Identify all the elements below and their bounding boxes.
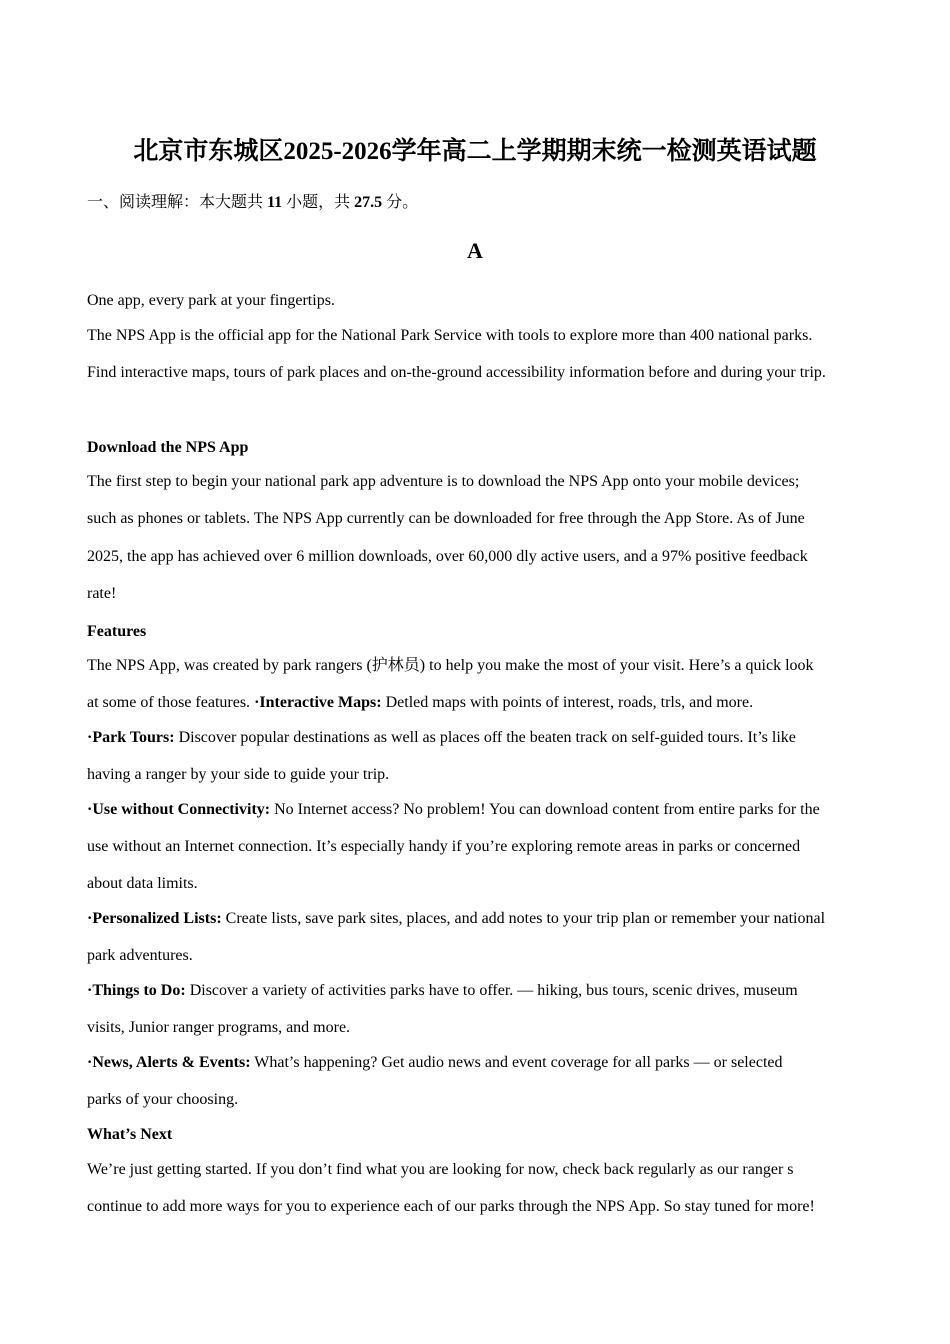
news-text-1: What’s happening? Get audio news and event coverage for all parks — or selected [250, 1054, 783, 1071]
features-heading: Features [87, 623, 147, 640]
download-heading: Download the NPS App [87, 439, 249, 456]
total-score: 27.5 [354, 194, 383, 211]
connectivity-text-1: No Internet access? No problem! You can download content from entire parks for the [270, 801, 820, 818]
features-line-1: The NPS App, was created by park rangers (护林员) to help you make the most of your visit. Here’s a quick look [87, 657, 814, 674]
question-count: 11 [267, 194, 283, 211]
interactive-maps-label: ·Interactive Maps: [254, 694, 382, 711]
download-line-1: The first step to begin your national park app adventure is to download the NPS App onto your mobile devices; [87, 473, 800, 490]
section-label-b: 小题，共 [286, 194, 351, 211]
section-label-c: 分。 [386, 194, 419, 211]
download-line-4: rate! [87, 585, 117, 602]
whats-next-heading: What’s Next [87, 1126, 173, 1143]
download-line-2: such as phones or tablets. The NPS App currently can be downloaded for free through the App Store. As of June [87, 510, 805, 527]
intro-line-1: One app, every park at your fingertips. [87, 292, 335, 309]
lists-text-1: Create lists, save park sites, places, and add notes to your trip plan or remember your national [221, 910, 826, 927]
park-tours-text-1: Discover popular destinations as well as places off the beaten track on self-guided tours. It’s like [174, 729, 796, 746]
lists-line-1 [87, 908, 825, 930]
connectivity-label: ·Use without Connectivity: [87, 801, 271, 818]
things-to-do-label: ·Things to Do: [87, 982, 186, 999]
download-line-3: 2025, the app has achieved over 6 million downloads, over 60,000 dly active users, and a 97% positive feedback [87, 548, 808, 565]
whats-next-line-1: We’re just getting started. If you don’t find what you are looking for now, check back regularly as our ranger s [87, 1161, 794, 1178]
page-title: 北京市东城区2025-2026学年高二上学期期末统一检测英语试题 [133, 138, 817, 165]
connectivity-line-2: use without an Internet connection. It’s especially handy if you’re exploring remote areas in parks or concerned [87, 838, 801, 855]
section-label-a: 一、阅读理解：本大题共 [87, 194, 264, 211]
passage-letter: A [467, 238, 483, 263]
news-line-2: parks of your choosing. [87, 1091, 239, 1108]
lists-label: ·Personalized Lists: [87, 910, 222, 927]
park-tours-label: ·Park Tours: [87, 729, 175, 746]
things-to-do-text-1: Discover a variety of activities parks have to offer. — hiking, bus tours, scenic drives, museum [185, 982, 798, 999]
connectivity-line-1 [87, 799, 820, 821]
connectivity-line-3: about data limits. [87, 875, 198, 892]
lists-line-2: park adventures. [87, 947, 193, 964]
interactive-maps-text: Detled maps with points of interest, roads, trls, and more. [381, 694, 754, 711]
news-label: ·News, Alerts & Events: [87, 1054, 251, 1071]
features-line-2 [87, 692, 753, 714]
intro-line-3: Find interactive maps, tours of park places and on-the-ground accessibility information before and during your trip. [87, 364, 826, 381]
section-heading [87, 191, 418, 215]
news-line-1 [87, 1052, 782, 1074]
intro-line-2: The NPS App is the official app for the National Park Service with tools to explore more than 400 national parks. [87, 327, 813, 344]
whats-next-line-2: continue to add more ways for you to experience each of our parks through the NPS App. So stay tuned for more! [87, 1198, 815, 1215]
park-tours-line-2: having a ranger by your side to guide your trip. [87, 766, 390, 783]
park-tours-line-1 [87, 727, 796, 749]
things-to-do-line-2: visits, Junior ranger programs, and more. [87, 1019, 351, 1036]
features-intro-tail: at some of those features. [87, 694, 255, 711]
things-to-do-line-1 [87, 980, 798, 1002]
